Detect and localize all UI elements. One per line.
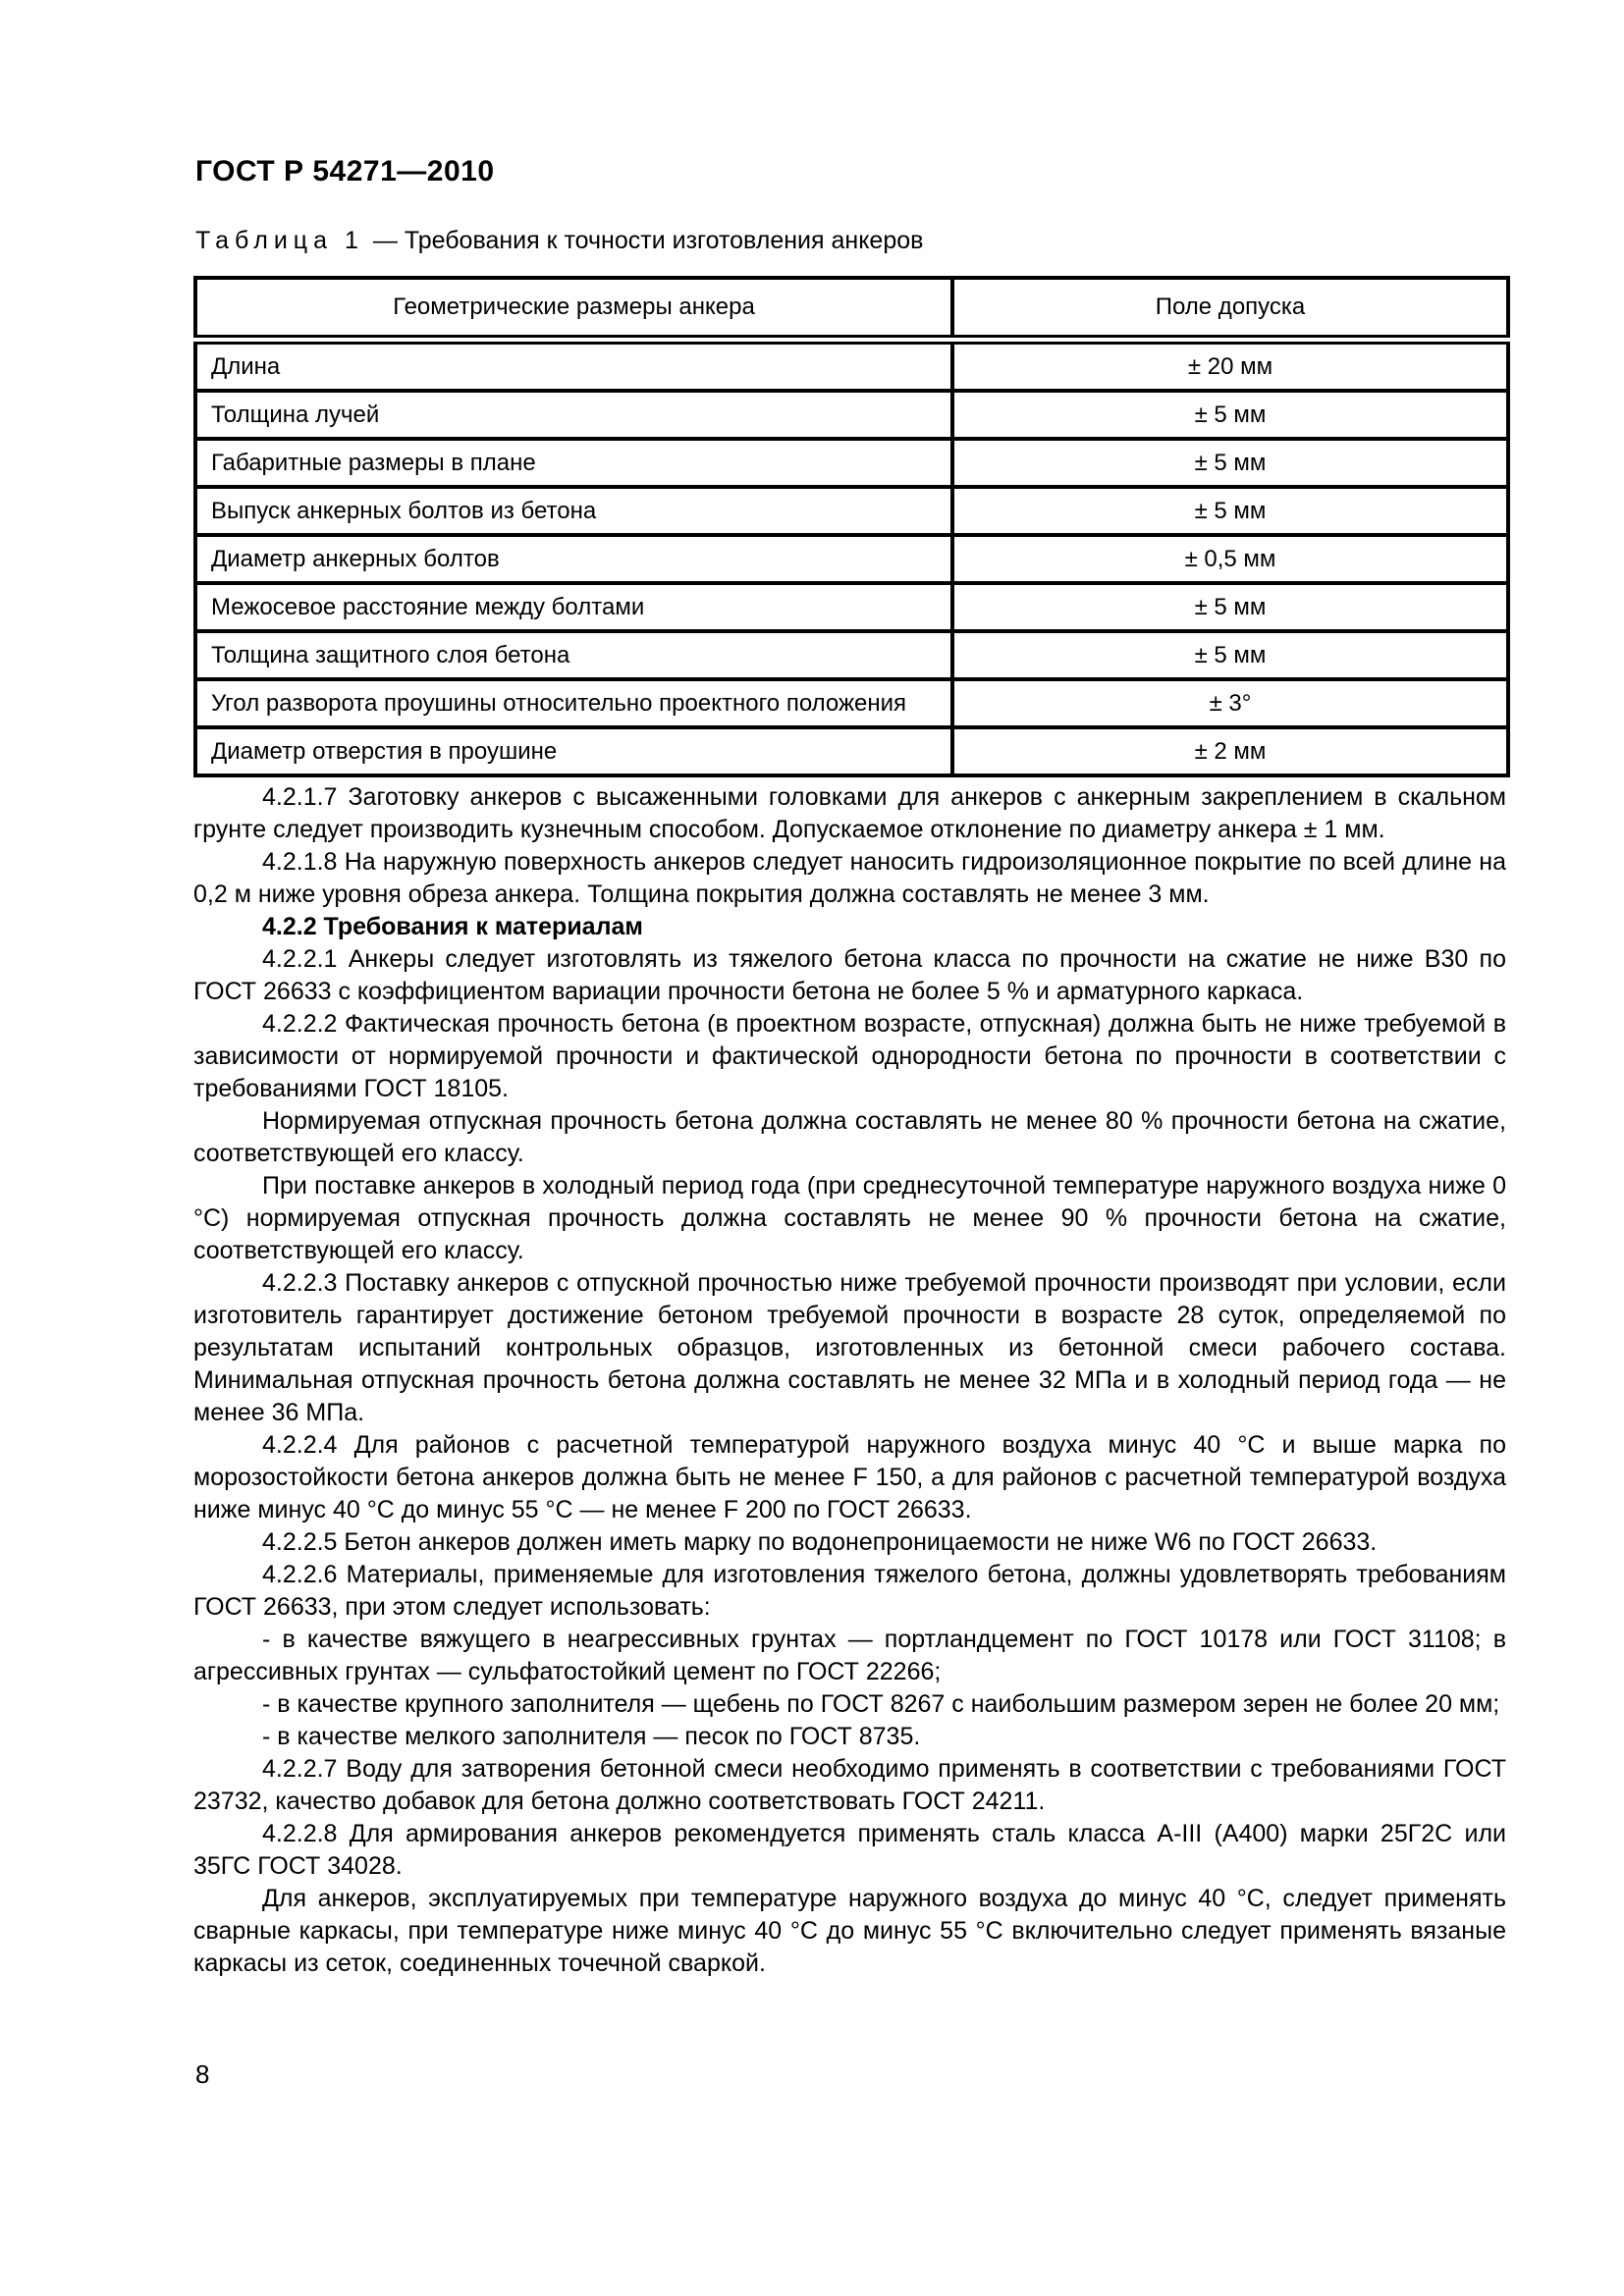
table-header-row: [195, 278, 1508, 340]
paragraph: - в качестве вяжущего в неагрессивных грунтах — портландцемент по ГОСТ 10178 или ГОСТ 31108; в агрессивных грунтах — сульфатостойкий цемент по ГОСТ 22266;: [193, 1626, 1506, 1685]
body-text-block: [193, 781, 1506, 1980]
table-cell-tolerance: ± 5 мм: [952, 631, 1508, 679]
paragraph: 4.2.2.2 Фактическая прочность бетона (в проектном возрасте, отпускная) должна быть не ниже требуемой в зависимости от нормируемой прочности и фактической однородности бетона по прочности в соответствии с требованиями ГОСТ 18105.: [193, 1010, 1506, 1102]
paragraph: Для анкеров, эксплуатируемых при температуре наружного воздуха до минус 40 °С, следует применять сварные каркасы, при температуре ниже минус 40 °С до минус 55 °С включительно следует применять вязаные каркасы из сеток, соединенных точечной сваркой.: [193, 1885, 1506, 1977]
table-cell-tolerance: ± 5 мм: [952, 583, 1508, 631]
table-cell-dimension: Толщина лучей: [195, 391, 952, 439]
table-cell-dimension: Габаритные размеры в плане: [195, 439, 952, 487]
table-row: [195, 583, 1508, 631]
tolerance-table: [193, 276, 1510, 777]
table-row: [195, 631, 1508, 679]
paragraph: 4.2.1.7 Заготовку анкеров с высаженными головками для анкеров с анкерным закреплением в скальном грунте следует производить кузнечным способом. Допускаемое отклонение по диаметру анкера ± 1 мм.: [193, 783, 1506, 843]
table-row: [195, 727, 1508, 775]
table-cell-tolerance: ± 5 мм: [952, 391, 1508, 439]
table-caption: [195, 227, 923, 255]
paragraph: - в качестве мелкого заполнителя — песок по ГОСТ 8735.: [262, 1723, 921, 1750]
table-caption-title: — Требования к точности изготовления анкеров: [372, 227, 924, 254]
paragraph: 4.2.2.6 Материалы, применяемые для изготовления тяжелого бетона, должны удовлетворять требованиям ГОСТ 26633, при этом следует использовать:: [193, 1561, 1506, 1621]
table-row: [195, 679, 1508, 727]
table-header-cell-dimensions: Геометрические размеры анкера: [195, 278, 952, 340]
table-cell-dimension: Диаметр отверстия в проушине: [195, 727, 952, 775]
table-caption-word: Таблица: [195, 227, 334, 254]
table-row: [195, 439, 1508, 487]
table-cell-dimension: Диаметр анкерных болтов: [195, 535, 952, 583]
table-caption-number: 1: [345, 227, 358, 254]
paragraph: - в качестве крупного заполнителя — щебень по ГОСТ 8267 с наибольшим размером зерен не более 20 мм;: [262, 1690, 1500, 1718]
table-cell-tolerance: ± 2 мм: [952, 727, 1508, 775]
paragraph: 4.2.2.3 Поставку анкеров с отпускной прочностью ниже требуемой прочности производят при условии, если изготовитель гарантирует достижение бетоном требуемой прочности в возрасте 28 суток, определяемой по результатам испытаний контрольных образцов, изготовленных из бетонной смеси рабочего состава. Минимальная отпускная прочность бетона должна составлять не менее 32 МПа и в холодный период года — не менее 36 МПа.: [193, 1269, 1506, 1426]
table-cell-dimension: Толщина защитного слоя бетона: [195, 631, 952, 679]
table-cell-tolerance: ± 20 мм: [952, 340, 1508, 391]
table-row: [195, 487, 1508, 535]
table-header-cell-tolerance: Поле допуска: [952, 278, 1508, 340]
table-cell-tolerance: ± 5 мм: [952, 439, 1508, 487]
table-cell-dimension: Длина: [195, 340, 952, 391]
paragraph: 4.2.2.5 Бетон анкеров должен иметь марку по водонепроницаемости не ниже W6 по ГОСТ 26633.: [262, 1528, 1378, 1556]
table-cell-tolerance: ± 5 мм: [952, 487, 1508, 535]
standard-code-heading: ГОСТ Р 54271—2010: [195, 155, 495, 187]
paragraph: 4.2.2.8 Для армирования анкеров рекомендуется применять сталь класса А-III (А400) марки 25Г2С или 35ГС ГОСТ 34028.: [193, 1820, 1506, 1880]
section-heading: 4.2.2 Требования к материалам: [262, 913, 643, 940]
table-cell-tolerance: ± 3°: [952, 679, 1508, 727]
table-row: [195, 391, 1508, 439]
paragraph: 4.2.2.4 Для районов с расчетной температурой наружного воздуха минус 40 °С и выше марка по морозостойкости бетона анкеров должна быть не менее F 150, а для районов с расчетной температурой воздуха ниже минус 40 °С до минус 55 °С — не менее F 200 по ГОСТ 26633.: [193, 1431, 1506, 1523]
table-row: [195, 535, 1508, 583]
paragraph: При поставке анкеров в холодный период года (при среднесуточной температуре наружного воздуха ниже 0 °С) нормируемая отпускная прочность должна составлять не менее 90 % прочности бетона на сжатие, соответствующей его классу.: [193, 1172, 1506, 1264]
table-cell-dimension: Межосевое расстояние между болтами: [195, 583, 952, 631]
paragraph: 4.2.1.8 На наружную поверхность анкеров следует наносить гидроизоляционное покрытие по всей длине на 0,2 м ниже уровня обреза анкера. Толщина покрытия должна составлять не менее 3 мм.: [193, 848, 1506, 908]
table-row: [195, 340, 1508, 391]
table-cell-dimension: Угол разворота проушины относительно проектного положения: [195, 679, 952, 727]
table-cell-tolerance: ± 0,5 мм: [952, 535, 1508, 583]
table-cell-dimension: Выпуск анкерных болтов из бетона: [195, 487, 952, 535]
page-number: 8: [195, 2059, 210, 2089]
paragraph: 4.2.2.7 Воду для затворения бетонной смеси необходимо применять в соответствии с требованиями ГОСТ 23732, качество добавок для бетона должно соответствовать ГОСТ 24211.: [193, 1755, 1506, 1815]
paragraph: Нормируемая отпускная прочность бетона должна составлять не менее 80 % прочности бетона на сжатие, соответствующей его классу.: [193, 1107, 1506, 1167]
paragraph: 4.2.2.1 Анкеры следует изготовлять из тяжелого бетона класса по прочности на сжатие не ниже В30 по ГОСТ 26633 с коэффициентом вариации прочности бетона не более 5 % и арматурного каркаса.: [193, 945, 1506, 1005]
